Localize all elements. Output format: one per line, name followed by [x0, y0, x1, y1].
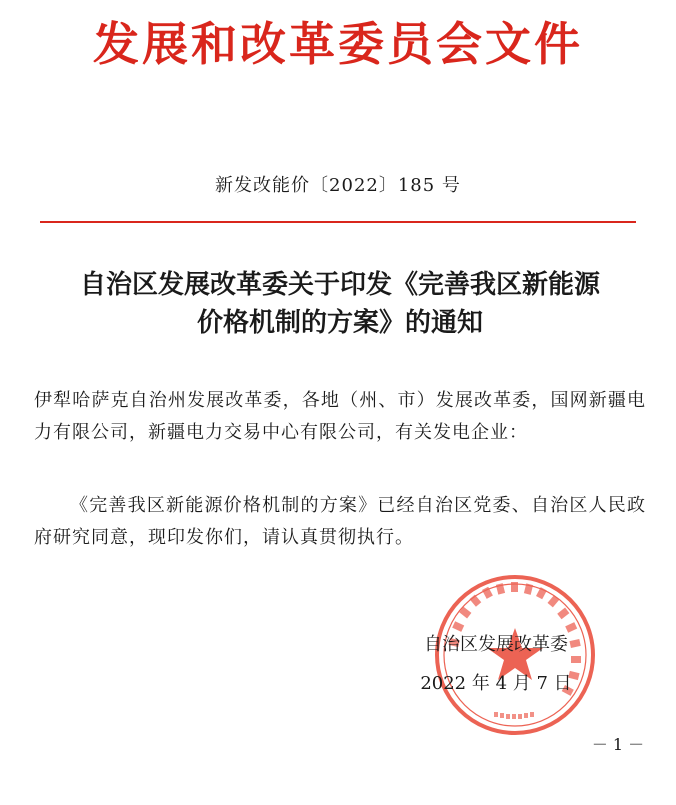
red-divider-line [40, 221, 636, 223]
notice-title-line-1: 自治区发展改革委关于印发《完善我区新能源 [79, 270, 600, 300]
notice-title [30, 266, 650, 342]
notice-title-line-2: 价格机制的方案》的通知 [196, 308, 483, 338]
seal-serial-marks [494, 712, 534, 719]
issue-date: 2022 年 4 月 7 日 [420, 673, 572, 694]
page-number: － 1 － [591, 735, 645, 754]
signatory-name: 自治区发展改革委 [424, 634, 568, 655]
body-paragraph: 《完善我区新能源价格机制的方案》已经自治区党委、自治区人民政府研究同意，现印发你们，请认真贯彻执行。 [34, 495, 646, 548]
recipients-paragraph: 伊犁哈萨克自治州发展改革委，各地（州、市）发展改革委，国网新疆电力有限公司，新疆电力交易中心有限公司，有关发电企业： [34, 390, 646, 443]
agency-masthead: 发展和改革委员会文件 [93, 17, 583, 71]
document-number: 新发改能价〔2022〕185 号 [215, 175, 461, 196]
